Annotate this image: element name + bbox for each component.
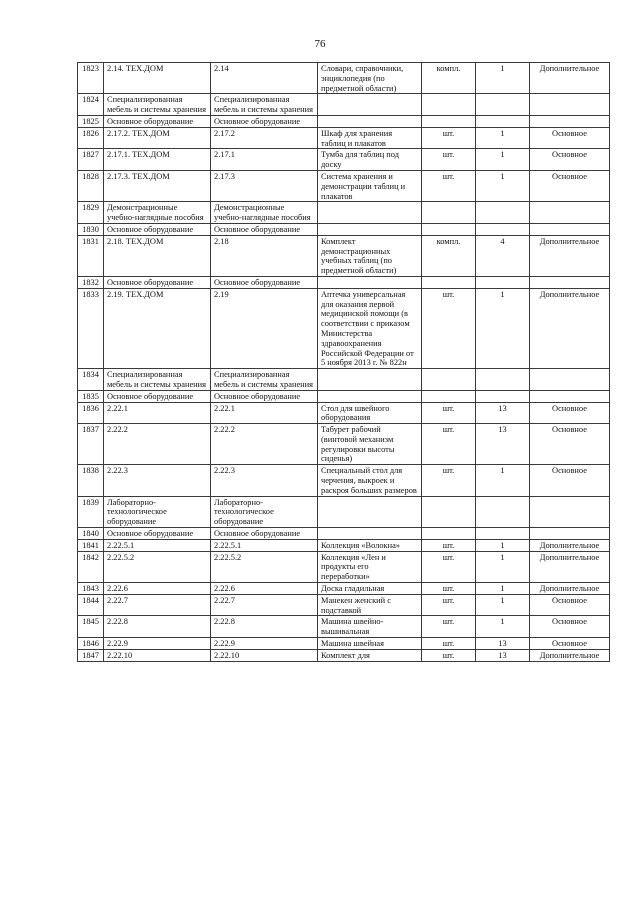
type-cell: Дополнительное: [530, 649, 610, 661]
page-number: 76: [314, 38, 326, 50]
subcode-cell: Основное оборудование: [211, 528, 318, 540]
row-number-cell: 1845: [78, 616, 104, 638]
row-number-cell: 1825: [78, 115, 104, 127]
type-cell: Основное: [530, 638, 610, 650]
table-row: [78, 539, 610, 551]
subcode-cell: Основное оборудование: [211, 223, 318, 235]
unit-cell: [422, 223, 476, 235]
quantity-cell: 1: [476, 127, 530, 149]
subcode-cell: 2.22.8: [211, 616, 318, 638]
subcode-cell: 2.22.6: [211, 583, 318, 595]
name-cell: [318, 115, 422, 127]
unit-cell: шт.: [422, 288, 476, 368]
table-row: [78, 465, 610, 496]
unit-cell: [422, 94, 476, 116]
code-cell: 2.17.3. ТЕХ.ДОМ: [104, 170, 211, 201]
quantity-cell: [476, 528, 530, 540]
unit-cell: шт.: [422, 149, 476, 171]
name-cell: Машина швейная: [318, 638, 422, 650]
quantity-cell: 1: [476, 288, 530, 368]
type-cell: [530, 94, 610, 116]
table-row: [78, 288, 610, 368]
table-row: [78, 390, 610, 402]
type-cell: Дополнительное: [530, 288, 610, 368]
type-cell: Дополнительное: [530, 583, 610, 595]
name-cell: Комплект демонстрационных учебных таблиц (по предметной области): [318, 235, 422, 276]
row-number-cell: 1832: [78, 276, 104, 288]
quantity-cell: 1: [476, 63, 530, 94]
type-cell: Основное: [530, 465, 610, 496]
code-cell: 2.22.5.1: [104, 539, 211, 551]
row-number-cell: 1838: [78, 465, 104, 496]
table-row: [78, 638, 610, 650]
name-cell: Система хранения и демонстрации таблиц и плакатов: [318, 170, 422, 201]
code-cell: Основное оборудование: [104, 223, 211, 235]
type-cell: Основное: [530, 402, 610, 424]
code-cell: 2.22.2: [104, 424, 211, 465]
code-cell: 2.22.3: [104, 465, 211, 496]
quantity-cell: 1: [476, 149, 530, 171]
code-cell: 2.17.2. ТЕХ.ДОМ: [104, 127, 211, 149]
code-cell: Демонстрационные учебно-наглядные пособия: [104, 202, 211, 224]
row-number-cell: 1834: [78, 369, 104, 391]
row-number-cell: 1844: [78, 594, 104, 616]
code-cell: 2.17.1. ТЕХ.ДОМ: [104, 149, 211, 171]
unit-cell: шт.: [422, 551, 476, 582]
row-number-cell: 1836: [78, 402, 104, 424]
quantity-cell: [476, 390, 530, 402]
unit-cell: шт.: [422, 616, 476, 638]
table-row: [78, 402, 610, 424]
row-number-cell: 1837: [78, 424, 104, 465]
table-row: [78, 149, 610, 171]
quantity-cell: [476, 202, 530, 224]
table-row: [78, 583, 610, 595]
quantity-cell: 1: [476, 594, 530, 616]
unit-cell: шт.: [422, 539, 476, 551]
name-cell: Комплект для: [318, 649, 422, 661]
unit-cell: [422, 115, 476, 127]
subcode-cell: 2.22.9: [211, 638, 318, 650]
subcode-cell: Основное оборудование: [211, 390, 318, 402]
type-cell: Основное: [530, 594, 610, 616]
name-cell: Машина швейно-вышивальная: [318, 616, 422, 638]
quantity-cell: 1: [476, 170, 530, 201]
table-row: [78, 496, 610, 527]
code-cell: 2.19. ТЕХ.ДОМ: [104, 288, 211, 368]
name-cell: [318, 496, 422, 527]
name-cell: [318, 369, 422, 391]
type-cell: [530, 369, 610, 391]
code-cell: Основное оборудование: [104, 390, 211, 402]
code-cell: 2.22.10: [104, 649, 211, 661]
unit-cell: шт.: [422, 402, 476, 424]
name-cell: [318, 528, 422, 540]
unit-cell: [422, 369, 476, 391]
subcode-cell: 2.14: [211, 63, 318, 94]
subcode-cell: 2.17.3: [211, 170, 318, 201]
unit-cell: шт.: [422, 583, 476, 595]
type-cell: Основное: [530, 424, 610, 465]
quantity-cell: 1: [476, 551, 530, 582]
table-row: [78, 276, 610, 288]
subcode-cell: Основное оборудование: [211, 276, 318, 288]
name-cell: [318, 94, 422, 116]
type-cell: Основное: [530, 170, 610, 201]
subcode-cell: 2.22.10: [211, 649, 318, 661]
subcode-cell: 2.22.5.2: [211, 551, 318, 582]
row-number-cell: 1833: [78, 288, 104, 368]
unit-cell: [422, 390, 476, 402]
code-cell: 2.14. ТЕХ.ДОМ: [104, 63, 211, 94]
subcode-cell: 2.22.2: [211, 424, 318, 465]
quantity-cell: 1: [476, 465, 530, 496]
quantity-cell: 4: [476, 235, 530, 276]
row-number-cell: 1829: [78, 202, 104, 224]
table-row: [78, 235, 610, 276]
name-cell: Аптечка универсальная для оказания первой медицинской помощи (в соответствии с приказом Министерства здравоохранения Российской Федерации от 5 ноября 2013 г. № 822н: [318, 288, 422, 368]
name-cell: Манекен женский с подставкой: [318, 594, 422, 616]
row-number-cell: 1831: [78, 235, 104, 276]
unit-cell: шт.: [422, 424, 476, 465]
name-cell: [318, 390, 422, 402]
subcode-cell: 2.22.3: [211, 465, 318, 496]
table-row: [78, 616, 610, 638]
row-number-cell: 1823: [78, 63, 104, 94]
unit-cell: шт.: [422, 465, 476, 496]
subcode-cell: Основное оборудование: [211, 115, 318, 127]
table-row: [78, 528, 610, 540]
type-cell: [530, 390, 610, 402]
name-cell: Тумба для таблиц под доску: [318, 149, 422, 171]
row-number-cell: 1828: [78, 170, 104, 201]
type-cell: Основное: [530, 149, 610, 171]
code-cell: Специализированная мебель и системы хранения: [104, 369, 211, 391]
type-cell: Дополнительное: [530, 63, 610, 94]
quantity-cell: 13: [476, 424, 530, 465]
code-cell: Лабораторно-технологическое оборудование: [104, 496, 211, 527]
quantity-cell: 1: [476, 616, 530, 638]
unit-cell: [422, 496, 476, 527]
code-cell: 2.22.7: [104, 594, 211, 616]
table-row: [78, 63, 610, 94]
type-cell: Дополнительное: [530, 539, 610, 551]
table-row: [78, 594, 610, 616]
table-row: [78, 127, 610, 149]
row-number-cell: 1824: [78, 94, 104, 116]
name-cell: [318, 276, 422, 288]
unit-cell: компл.: [422, 235, 476, 276]
name-cell: Специальный стол для черчения, выкроек и раскроя больших размеров: [318, 465, 422, 496]
unit-cell: [422, 202, 476, 224]
quantity-cell: [476, 115, 530, 127]
row-number-cell: 1840: [78, 528, 104, 540]
type-cell: Основное: [530, 616, 610, 638]
table-row: [78, 94, 610, 116]
unit-cell: шт.: [422, 127, 476, 149]
name-cell: [318, 202, 422, 224]
table-row: [78, 170, 610, 201]
type-cell: Основное: [530, 127, 610, 149]
code-cell: Основное оборудование: [104, 276, 211, 288]
row-number-cell: 1830: [78, 223, 104, 235]
row-number-cell: 1835: [78, 390, 104, 402]
unit-cell: шт.: [422, 638, 476, 650]
table-row: [78, 202, 610, 224]
type-cell: [530, 276, 610, 288]
code-cell: 2.22.6: [104, 583, 211, 595]
type-cell: [530, 202, 610, 224]
table-row: [78, 649, 610, 661]
quantity-cell: 13: [476, 649, 530, 661]
row-number-cell: 1827: [78, 149, 104, 171]
type-cell: [530, 223, 610, 235]
name-cell: Стол для швейного оборудования: [318, 402, 422, 424]
type-cell: [530, 528, 610, 540]
quantity-cell: 1: [476, 583, 530, 595]
table-row: [78, 369, 610, 391]
unit-cell: шт.: [422, 594, 476, 616]
quantity-cell: 13: [476, 402, 530, 424]
unit-cell: шт.: [422, 649, 476, 661]
subcode-cell: 2.22.7: [211, 594, 318, 616]
unit-cell: [422, 276, 476, 288]
subcode-cell: Специализированная мебель и системы хранения: [211, 369, 318, 391]
subcode-cell: 2.17.2: [211, 127, 318, 149]
row-number-cell: 1847: [78, 649, 104, 661]
type-cell: [530, 115, 610, 127]
code-cell: Основное оборудование: [104, 528, 211, 540]
row-number-cell: 1842: [78, 551, 104, 582]
code-cell: 2.22.1: [104, 402, 211, 424]
type-cell: [530, 496, 610, 527]
subcode-cell: 2.22.5.1: [211, 539, 318, 551]
name-cell: Коллекция «Лен и продукты его переработки»: [318, 551, 422, 582]
unit-cell: [422, 528, 476, 540]
table-row: [78, 424, 610, 465]
row-number-cell: 1846: [78, 638, 104, 650]
name-cell: Табурет рабочий (винтовой механизм регулировки высоты сиденья): [318, 424, 422, 465]
table-row: [78, 551, 610, 582]
subcode-cell: 2.17.1: [211, 149, 318, 171]
code-cell: 2.22.5.2: [104, 551, 211, 582]
row-number-cell: 1826: [78, 127, 104, 149]
row-number-cell: 1839: [78, 496, 104, 527]
name-cell: Словари, справочники, энциклопедия (по предметной области): [318, 63, 422, 94]
code-cell: Основное оборудование: [104, 115, 211, 127]
subcode-cell: 2.22.1: [211, 402, 318, 424]
unit-cell: шт.: [422, 170, 476, 201]
subcode-cell: Специализированная мебель и системы хранения: [211, 94, 318, 116]
quantity-cell: [476, 276, 530, 288]
code-cell: 2.18. ТЕХ.ДОМ: [104, 235, 211, 276]
name-cell: [318, 223, 422, 235]
table-row: [78, 223, 610, 235]
name-cell: Коллекция «Волокна»: [318, 539, 422, 551]
code-cell: Специализированная мебель и системы хранения: [104, 94, 211, 116]
unit-cell: компл.: [422, 63, 476, 94]
subcode-cell: 2.18: [211, 235, 318, 276]
row-number-cell: 1843: [78, 583, 104, 595]
quantity-cell: [476, 223, 530, 235]
name-cell: Доска гладильная: [318, 583, 422, 595]
type-cell: Дополнительное: [530, 551, 610, 582]
code-cell: 2.22.8: [104, 616, 211, 638]
subcode-cell: 2.19: [211, 288, 318, 368]
subcode-cell: Лабораторно-технологическое оборудование: [211, 496, 318, 527]
name-cell: Шкаф для хранения таблиц и плакатов: [318, 127, 422, 149]
row-number-cell: 1841: [78, 539, 104, 551]
quantity-cell: [476, 369, 530, 391]
subcode-cell: Демонстрационные учебно-наглядные пособия: [211, 202, 318, 224]
table-row: [78, 115, 610, 127]
equipment-table: [77, 62, 610, 662]
type-cell: Дополнительное: [530, 235, 610, 276]
quantity-cell: 13: [476, 638, 530, 650]
quantity-cell: [476, 496, 530, 527]
code-cell: 2.22.9: [104, 638, 211, 650]
quantity-cell: 1: [476, 539, 530, 551]
quantity-cell: [476, 94, 530, 116]
